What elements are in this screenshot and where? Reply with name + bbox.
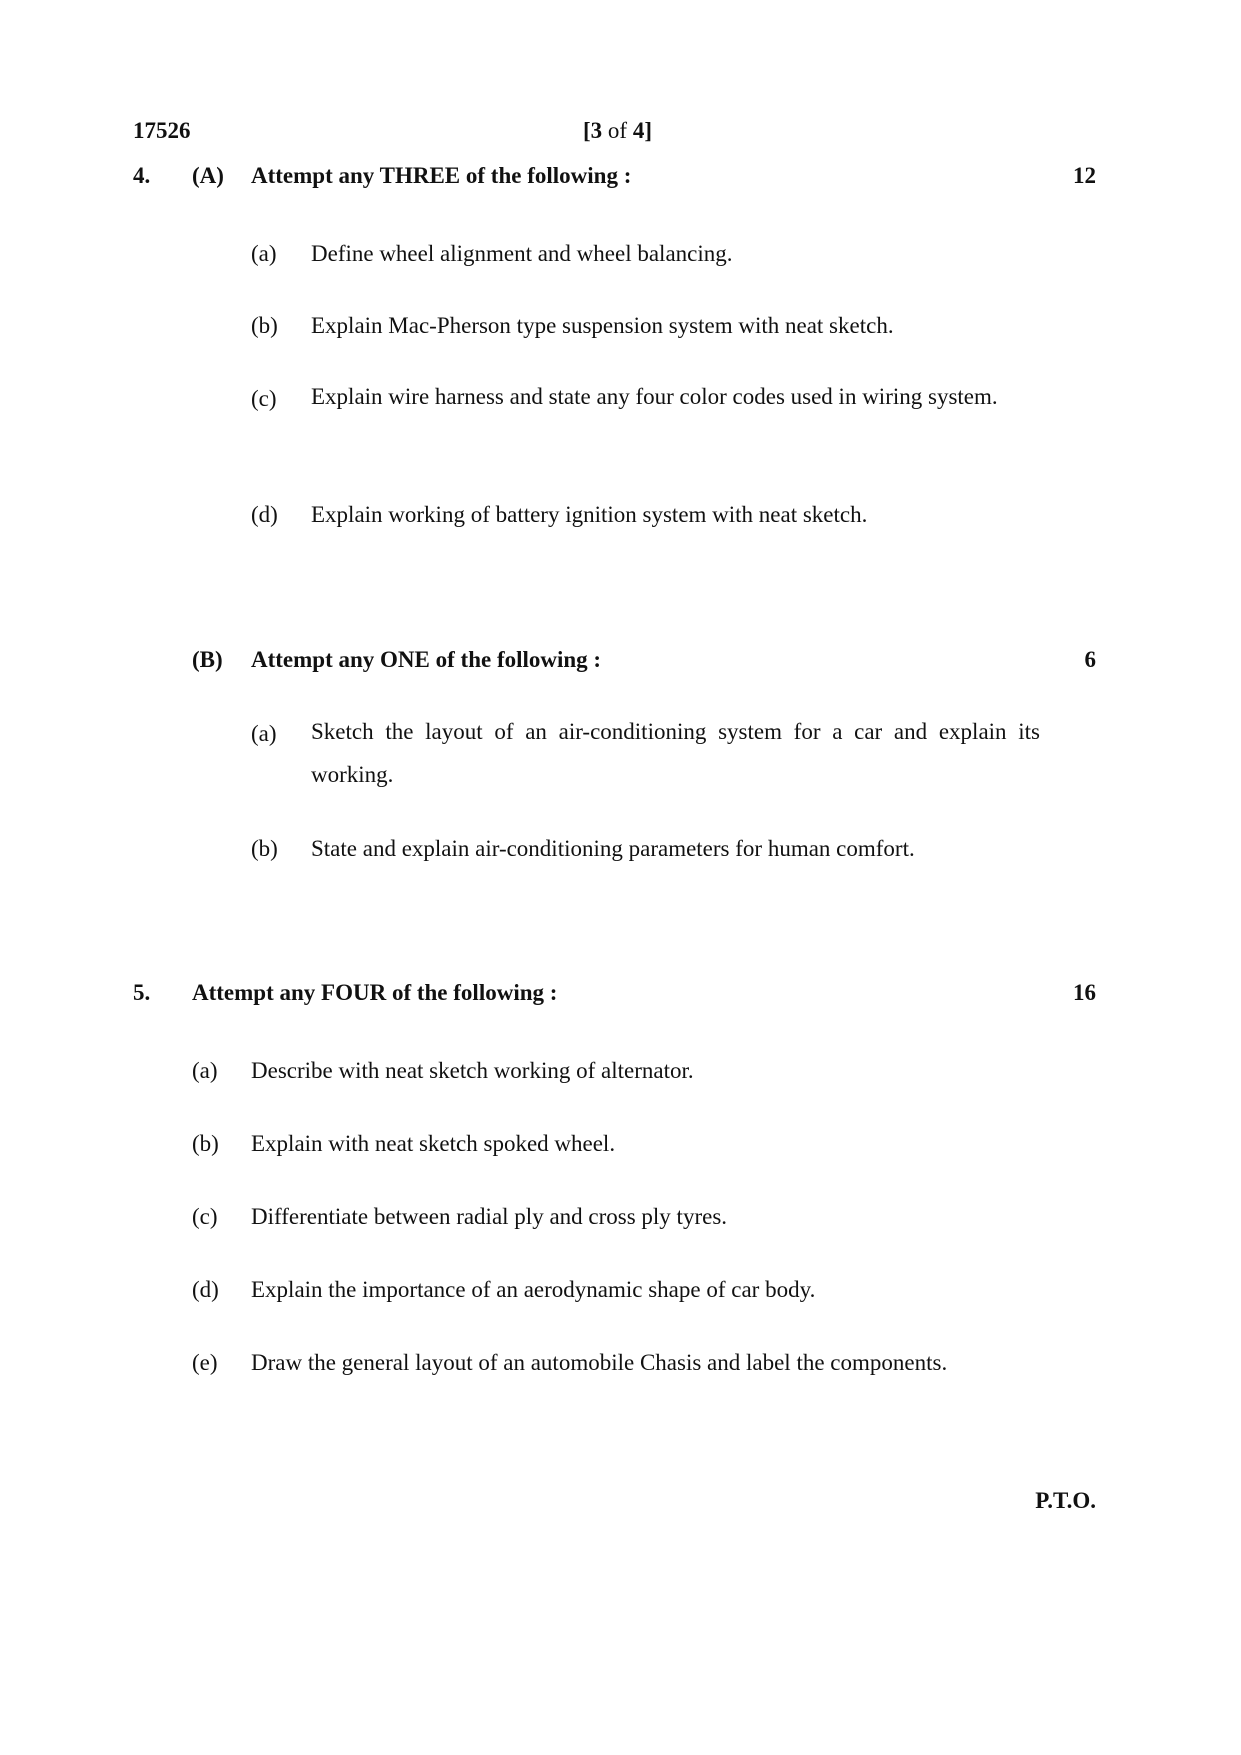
q5-item-e-text: Draw the general layout of an automobile Chasis and label the components. bbox=[251, 1350, 948, 1375]
page-total: 4 bbox=[632, 118, 645, 143]
q5-item-c-label: (c) bbox=[192, 1204, 218, 1229]
q4B-item-a-label: (a) bbox=[251, 721, 277, 746]
q5-item-a-label: (a) bbox=[192, 1058, 218, 1083]
q5-number: 5. bbox=[133, 980, 151, 1005]
q4A-item-c-text: Explain wire harness and state any four color codes used in wiring system. bbox=[311, 384, 998, 409]
q4-partB-instruction: Attempt any ONE of the following : bbox=[251, 647, 602, 672]
paper-code: 17526 bbox=[133, 118, 191, 143]
q4A-item-d-label: (d) bbox=[251, 502, 278, 527]
q4A-item-a-label: (a) bbox=[251, 241, 277, 266]
q4A-item-d-text: Explain working of battery ignition system with neat sketch. bbox=[311, 502, 868, 527]
q4B-item-a-text: Sketch the layout of an air-conditioning system for a car and explain its working. bbox=[311, 719, 1040, 787]
q5-instruction: Attempt any FOUR of the following : bbox=[192, 980, 558, 1005]
q5-item-a-text: Describe with neat sketch working of alternator. bbox=[251, 1058, 694, 1083]
q5-item-e-label: (e) bbox=[192, 1350, 218, 1375]
q5-item-d-text: Explain the importance of an aerodynamic shape of car body. bbox=[251, 1277, 816, 1302]
q4A-item-b-text: Explain Mac-Pherson type suspension system with neat sketch. bbox=[311, 313, 894, 338]
page-open-bracket: [ bbox=[583, 118, 591, 143]
q5-item-c-text: Differentiate between radial ply and cross ply tyres. bbox=[251, 1204, 728, 1229]
q4-partB-label: (B) bbox=[192, 647, 223, 672]
q4B-item-b-label: (b) bbox=[251, 836, 278, 861]
q5-item-b-text: Explain with neat sketch spoked wheel. bbox=[251, 1131, 616, 1156]
q4A-item-c-label: (c) bbox=[251, 386, 277, 411]
q4-partB-marks: 6 bbox=[1084, 647, 1096, 672]
q5-item-b-label: (b) bbox=[192, 1131, 219, 1156]
q4B-item-b-text: State and explain air-conditioning parameters for human comfort. bbox=[311, 836, 915, 861]
pto-marker: P.T.O. bbox=[1035, 1488, 1096, 1513]
q4-partA-instruction: Attempt any THREE of the following : bbox=[251, 163, 632, 188]
q4A-item-a-text: Define wheel alignment and wheel balancing. bbox=[311, 241, 733, 266]
page-indicator bbox=[583, 118, 652, 144]
page-close-bracket: ] bbox=[644, 118, 653, 143]
q4-partA-marks: 12 bbox=[1073, 163, 1096, 188]
page-current: 3 bbox=[590, 118, 603, 143]
q5-marks: 16 bbox=[1073, 980, 1096, 1005]
q4A-item-b-label: (b) bbox=[251, 313, 278, 338]
q4-partA-label: (A) bbox=[192, 163, 224, 188]
page-of: of bbox=[602, 118, 633, 143]
q4-number: 4. bbox=[133, 163, 151, 188]
q5-item-d-label: (d) bbox=[192, 1277, 219, 1302]
